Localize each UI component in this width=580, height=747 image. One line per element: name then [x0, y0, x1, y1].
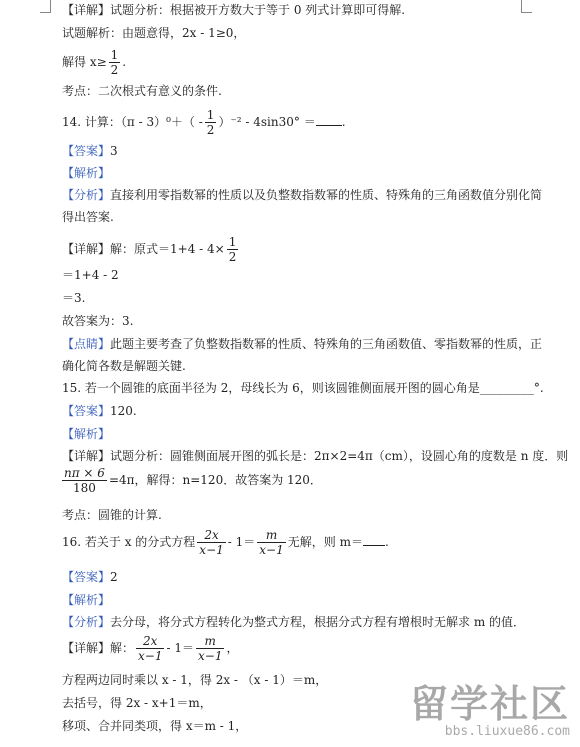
q16-jiexi-tag: [62, 592, 110, 608]
q15-kaodian-line: [62, 507, 162, 523]
q13-fraction: [109, 48, 121, 77]
q14-detail-fraction: [227, 235, 239, 264]
q16-detail-end: ，: [226, 641, 239, 655]
q14-dianjing-text1: 此题主要考查了负整数指数幂的性质、特殊角的三角函数值、零指数幂的性质，正: [110, 337, 543, 351]
q13-kaodian-line: [62, 83, 222, 99]
q16-step2-text: 去括号，得 2x - x+1＝m，: [62, 696, 212, 710]
q16-fenxi-line: [62, 614, 525, 630]
q13-kaodian-text: 考点：二次根式有意义的条件.: [62, 84, 222, 98]
q15-detail-text: 【详解】试题分析：圆锥侧面展开图的弧长是：2π×2=4π（cm），设圆心角的度数是 n 度．则: [62, 449, 569, 463]
q13-solution-line: [62, 48, 126, 77]
q16-detail-line: [62, 634, 238, 663]
q16-jiexi-tag-text: 【解析】: [62, 593, 111, 607]
q14-fenxi-text2: 得出答案.: [62, 210, 114, 224]
q14-fenxi-line1: [62, 187, 542, 203]
q16-detail-prefix: 【详解】解：: [62, 641, 135, 655]
q16-detail-fraction2: [196, 634, 224, 663]
q14-stem: [62, 108, 346, 137]
q14-fenxi-line2: [62, 209, 114, 225]
q15-jiexi-tag-text: 【解析】: [62, 427, 111, 441]
q15-fraction-suffix: =4π，解得：n=120．故答案为 120．: [108, 473, 322, 487]
q15-detail-line: [62, 448, 568, 464]
left-corner-mark: [40, 0, 51, 13]
q14-stem-suffix: ）⁻² - 4sin30° ＝: [218, 115, 316, 129]
q14-step1: [62, 267, 119, 283]
q16-stem-fraction1: [197, 528, 225, 557]
q14-answer-tag: 【答案】: [62, 144, 111, 158]
q14-step2-text: ＝3.: [62, 291, 86, 305]
q14-dianjing-text2: 确化简各数是解题关键.: [62, 359, 186, 373]
q16-answer-tag: 【答案】: [62, 570, 111, 584]
q13-analysis-text: 试题解析：由题意得，2x - 1≥0，: [62, 26, 246, 40]
q14-jiexi-tag: [62, 165, 110, 181]
q15-fraction-numerator: nπ × 6: [64, 466, 105, 480]
q16-stem-prefix: 16. 若关于 x 的分式方程: [62, 535, 196, 549]
q14-dianjing-line2: [62, 358, 186, 374]
q14-fenxi-tag: 【分析】: [62, 188, 111, 202]
q16-answer-blank: [363, 545, 385, 546]
watermark-logo-text: 留学社区: [409, 682, 570, 726]
q14-stem-prefix: 14. 计算：（π - 3）⁰＋（ -: [62, 115, 203, 129]
q16-stem-fraction1-numerator: 2x: [197, 528, 225, 543]
q16-detail-fraction2-numerator: m: [196, 634, 224, 649]
q14-stem-end: .: [341, 115, 346, 129]
q13-fraction-denominator: 2: [110, 63, 119, 77]
q16-stem-mid: - 1＝: [227, 535, 256, 549]
q16-detail-fraction1: [136, 634, 164, 663]
right-corner-mark: [521, 0, 532, 13]
q16-step1: [62, 672, 327, 688]
q16-stem-end: .: [384, 535, 389, 549]
q16-answer-line: [62, 569, 118, 585]
q14-dianjing-tag: 【点睛】: [62, 337, 111, 351]
q14-fenxi-text1: 直接利用零指数幂的性质以及负整数指数幂的性质、特殊角的三角函数值分别化简: [110, 188, 543, 202]
q14-stem-fraction: [205, 108, 217, 137]
q15-stem-end: °.: [533, 381, 544, 395]
q15-answer-blank: _________: [479, 381, 534, 395]
q14-stem-numerator: 1: [206, 108, 215, 122]
q14-final: [62, 313, 133, 329]
q15-kaodian-text: 考点：圆锥的计算.: [62, 508, 162, 522]
q13-detail-text: 【详解】试题分析：根据被开方数大于等于 0 列式计算即可得解.: [62, 3, 406, 17]
q14-answer-blank: [316, 125, 342, 126]
watermark: [410, 684, 570, 739]
q15-fraction: [62, 466, 107, 495]
q16-stem-fraction2-numerator: m: [257, 528, 285, 543]
q14-answer-value: 3: [110, 144, 118, 158]
q15-answer-line: [62, 403, 137, 419]
q16-detail-fraction2-denominator: x−1: [198, 649, 223, 663]
q16-step2: [62, 695, 212, 711]
q13-solution-suffix: .: [122, 55, 127, 69]
q14-step2: [62, 290, 85, 306]
q16-stem-fraction1-denominator: x−1: [199, 543, 224, 557]
q16-stem-fraction2: [257, 528, 285, 557]
q14-detail-denominator: 2: [228, 250, 237, 264]
watermark-url: bbs.liuxue86.com: [444, 724, 570, 739]
q14-detail-prefix: 【详解】解：原式＝1+4 - 4×: [62, 242, 225, 256]
q13-analysis-line: [62, 25, 245, 41]
q15-fraction-denominator: 180: [73, 481, 96, 495]
q13-fraction-numerator: 1: [110, 48, 119, 62]
q15-answer-tag: 【答案】: [62, 404, 111, 418]
q15-fraction-line: [62, 466, 322, 495]
q14-final-text: 故答案为：3.: [62, 314, 134, 328]
q16-step3-text: 移项、合并同类项，得 x＝m - 1，: [62, 719, 248, 733]
q14-jiexi-tag-text: 【解析】: [62, 166, 111, 180]
q16-step1-text: 方程两边同时乘以 x - 1，得 2x - （x - 1）＝m，: [62, 673, 328, 687]
q15-jiexi-tag: [62, 426, 110, 442]
q16-detail-mid: - 1＝: [166, 641, 194, 655]
q15-answer-value: 120.: [110, 404, 137, 418]
q14-stem-denominator: 2: [206, 123, 215, 137]
q15-stem: [62, 380, 544, 396]
q16-detail-fraction1-denominator: x−1: [138, 649, 163, 663]
q14-answer-line: [62, 143, 118, 159]
q13-detail-line: [62, 2, 405, 18]
q14-step1-text: ＝1+4 - 2: [62, 268, 119, 282]
q13-solution-prefix: 解得 x≥: [62, 55, 107, 69]
q16-stem-fraction2-denominator: x−1: [259, 543, 284, 557]
q16-detail-fraction1-numerator: 2x: [136, 634, 164, 649]
q14-detail-line: [62, 235, 240, 264]
q16-stem-suffix: 无解，则 m＝: [287, 535, 363, 549]
q16-fenxi-tag: 【分析】: [62, 615, 111, 629]
q16-fenxi-text: 去分母，将分式方程转化为整式方程，根据分式方程有增根时无解求 m 的值．: [110, 615, 526, 629]
q14-dianjing-line1: [62, 336, 542, 352]
q15-stem-text: 15. 若一个圆锥的底面半径为 2，母线长为 6，则该圆锥侧面展开图的圆心角是: [62, 381, 480, 395]
q16-stem: [62, 528, 389, 557]
q16-answer-value: 2: [110, 570, 118, 584]
q16-step3: [62, 718, 247, 734]
q14-detail-numerator: 1: [228, 235, 237, 249]
